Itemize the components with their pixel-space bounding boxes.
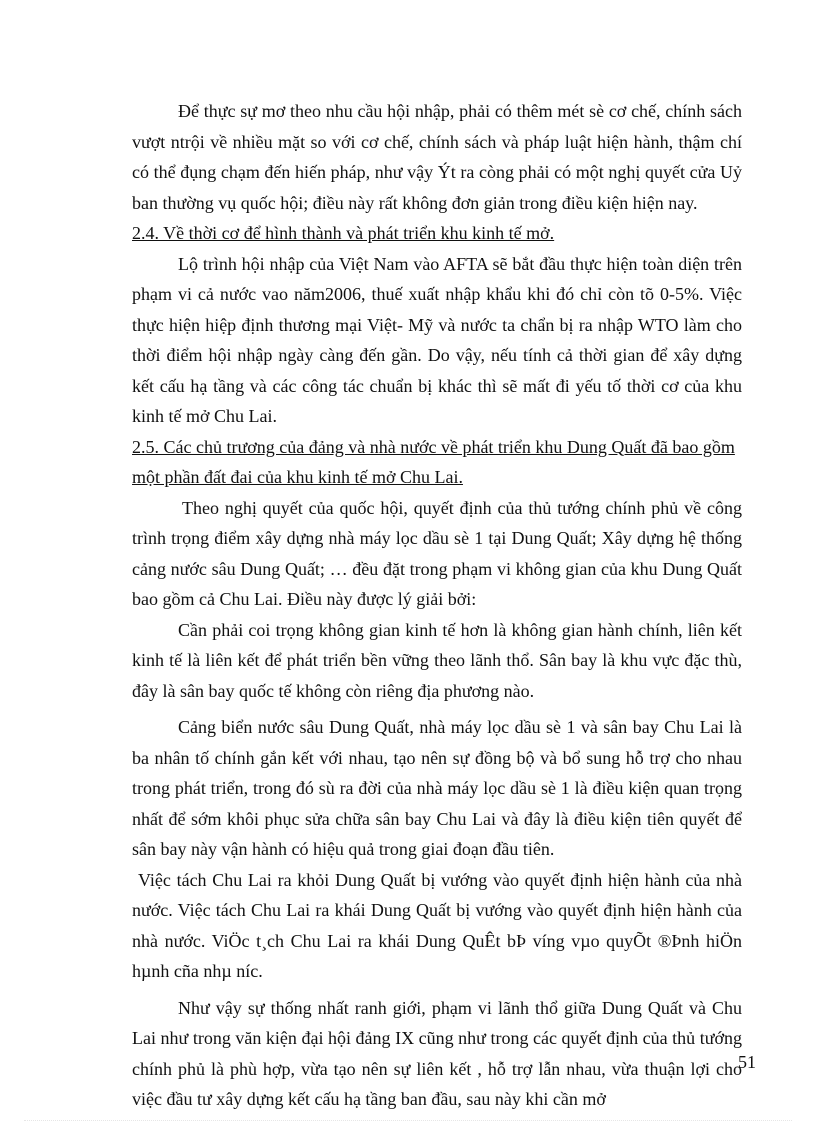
- paragraph-seaport: Cảng biển nước sâu Dung Quất, nhà máy lọc dầu sè 1 và sân bay Chu Lai là ba nhân tố chính gắn kết với nhau, tạo nên sự đồng bộ và bổ sung hỗ trợ cho nhau trong phát triển, trong đó sù ra đời của nhà máy lọc dầu sè 1 là điều kiện quan trọng nhất để sớm khôi phục sửa chữa sân bay Chu Lai và đây là điều kiện tiên quyết để sân bay này vận hành có hiệu quả trong giai đoạn đầu tiên.: [132, 717, 742, 859]
- section-heading-2-5: 2.5. Các chủ trương của đảng và nhà nước về phát triển khu Dung Quất đã bao gồm một phần đất đai của khu kinh tế mở Chu Lai.: [132, 436, 735, 487]
- paragraph-intro: Để thực sự mơ theo nhu cầu hội nhập, phải có thêm mét sè cơ chế, chính sách vượt ntrội về nhiều mặt so với cơ chế, chính sách và pháp luật hiện hành, thậm chí có thể đụng chạm đến hiến pháp, như vậy Ýt ra còng phải có một nghị quyết cửa Uỷ ban thường vụ quốc hội; điều này rất không đơn giản trong điều kiện hiện nay.: [132, 101, 742, 213]
- section-heading-2-4: 2.4. Về thời cơ để hình thành và phát triển khu kinh tế mở.: [132, 223, 555, 243]
- paragraph-conclusion: Như vậy sự thống nhất ranh giới, phạm vi lãnh thổ giữa Dung Quất và Chu Lai như trong văn kiện đại hội đảng IX cũng như trong các quyết định của thủ tướng chính phủ là phù hợp, vừa tạo nên sự liên kết , hỗ trợ lẫn nhau, vừa thuận lợi cho việc đầu tư xây dựng kết cấu hạ tầng ban đầu, sau này khi cần mở: [132, 997, 742, 1109]
- paragraph-separation: Việc tách Chu Lai ra khỏi Dung Quất bị vướng vào quyết định hiện hành của nhà nước. Việc tách Chu Lai ra khái Dung Quất bị vướng vào quyết định hiện hành của nhà nước. ViÖc t¸ch Chu Lai ra khái Dung QuÊt bÞ víng vµo quyÕt ®Þnh hiÖn hµnh cña nhµ níc.: [132, 869, 742, 981]
- paragraph-economic-space: Cần phải coi trọng không gian kinh tế hơn là không gian hành chính, liên kết kinh tế là liên kết để phát triển bền vững theo lãnh thổ. Sân bay là khu vực đặc thù, đây là sân bay quốc tế không còn riêng địa phương nào.: [132, 619, 742, 701]
- paragraph-afta: Lộ trình hội nhập của Việt Nam vào AFTA sẽ bắt đầu thực hiện toàn diện trên phạm vi cả nước vao năm2006, thuế xuất nhập khẩu khi đó chỉ còn tõ 0-5%. Việc thực hiện hiệp định thương mại Việt- Mỹ và nước ta chẩn bị ra nhập WTO làm cho thời điểm hội nhập ngày càng đến gần. Do vậy, nếu tính cả thời gian để xây dựng kết cấu hạ tầng và các công tác chuẩn bị khác thì sẽ mất đi yếu tố thời cơ của khu kinh tế mở Chu Lai.: [132, 253, 742, 426]
- footer-divider: [24, 1120, 792, 1121]
- document-body: [132, 96, 742, 1115]
- page-number: 51: [738, 1052, 756, 1072]
- paragraph-resolution: Theo nghị quyết của quốc hội, quyết định của thủ tướng chính phủ về công trình trọng điểm xây dựng nhà máy lọc dầu sè 1 tại Dung Quất; Xây dựng hệ thống cảng nước sâu Dung Quất; … đều đặt trong phạm vi không gian của khu Dung Quất bao gồm cả Chu Lai. Điều này được lý giải bởi:: [132, 497, 742, 609]
